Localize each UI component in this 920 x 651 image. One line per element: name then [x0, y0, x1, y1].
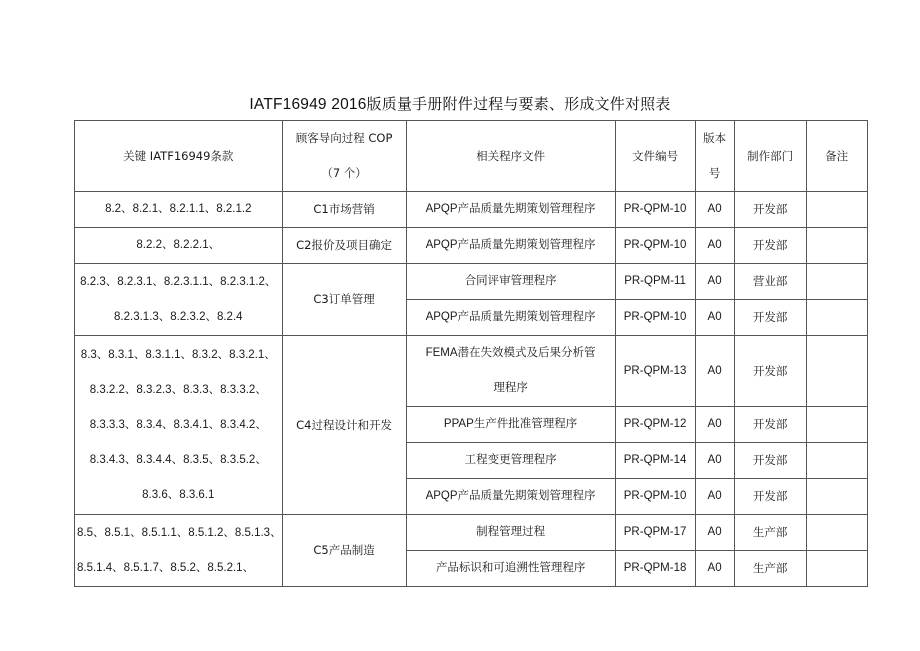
version-cell: A0: [695, 300, 734, 336]
cop-cell: C4过程设计和开发: [282, 336, 406, 515]
doc-no-cell: PR-QPM-17: [615, 515, 695, 551]
table-row: [75, 228, 868, 264]
document-title: [0, 93, 920, 114]
table-row: [75, 192, 868, 228]
header-remark: 备注: [806, 121, 867, 192]
doc-no-cell: PR-QPM-10: [615, 192, 695, 228]
version-cell: A0: [695, 228, 734, 264]
remark-cell: [806, 551, 867, 587]
procedure-cell: 合同评审管理程序: [406, 264, 615, 300]
version-cell: A0: [695, 515, 734, 551]
cop-cell: C3订单管理: [282, 264, 406, 336]
cop-cell: C1市场营销: [282, 192, 406, 228]
remark-cell: [806, 515, 867, 551]
dept-cell: 生产部: [734, 515, 806, 551]
remark-cell: [806, 443, 867, 479]
title-suffix: 版质量手册附件过程与要素、形成文件对照表: [366, 95, 671, 113]
header-row: [75, 121, 868, 192]
header-clause: 关键 IATF16949条款: [75, 121, 283, 192]
clause-cell: 8.3、8.3.1、8.3.1.1、8.3.2、8.3.2.1、 8.3.2.2、8.3.2.3、8.3.3、8.3.3.2、 8.3.3.3、8.3.4、8.3.4.1、8.3.4.2、 8.3.4.3、8.3.4.4、8.3.5、8.3.5.2、 8.3.6、8.3.6.1: [75, 336, 283, 515]
doc-no-cell: PR-QPM-13: [615, 336, 695, 407]
procedure-cell: 制程管理过程: [406, 515, 615, 551]
clause-cell: 8.2、8.2.1、8.2.1.1、8.2.1.2: [75, 192, 283, 228]
table-row: [75, 515, 868, 551]
procedure-cell: APQP产品质量先期策划管理程序: [406, 228, 615, 264]
cop-cell: C5产品制造: [282, 515, 406, 587]
remark-cell: [806, 407, 867, 443]
procedure-cell: PPAP生产件批准管理程序: [406, 407, 615, 443]
clause-cell: 8.5、8.5.1、8.5.1.1、8.5.1.2、8.5.1.3、 8.5.1.4、8.5.1.7、8.5.2、8.5.2.1、: [75, 515, 283, 587]
version-cell: A0: [695, 443, 734, 479]
title-prefix: IATF16949 2016: [249, 96, 367, 113]
version-cell: A0: [695, 264, 734, 300]
doc-no-cell: PR-QPM-14: [615, 443, 695, 479]
dept-cell: 开发部: [734, 336, 806, 407]
dept-cell: 开发部: [734, 192, 806, 228]
table-row: [75, 264, 868, 300]
clause-cell: 8.2.2、8.2.2.1、: [75, 228, 283, 264]
header-dept: 制作部门: [734, 121, 806, 192]
dept-cell: 开发部: [734, 300, 806, 336]
doc-no-cell: PR-QPM-11: [615, 264, 695, 300]
process-element-table: [74, 120, 868, 587]
header-procedure: 相关程序文件: [406, 121, 615, 192]
dept-cell: 开发部: [734, 479, 806, 515]
header-cop: 顾客导向过程 COP （7 个）: [282, 121, 406, 192]
procedure-cell: FEMA潜在失效模式及后果分析管 理程序: [406, 336, 615, 407]
procedure-cell: APQP产品质量先期策划管理程序: [406, 479, 615, 515]
version-cell: A0: [695, 336, 734, 407]
remark-cell: [806, 192, 867, 228]
version-cell: A0: [695, 479, 734, 515]
procedure-cell: APQP产品质量先期策划管理程序: [406, 192, 615, 228]
remark-cell: [806, 228, 867, 264]
remark-cell: [806, 336, 867, 407]
procedure-cell: 产品标识和可追溯性管理程序: [406, 551, 615, 587]
clause-cell: 8.2.3、8.2.3.1、8.2.3.1.1、8.2.3.1.2、 8.2.3.1.3、8.2.3.2、8.2.4: [75, 264, 283, 336]
doc-no-cell: PR-QPM-18: [615, 551, 695, 587]
procedure-cell: 工程变更管理程序: [406, 443, 615, 479]
doc-no-cell: PR-QPM-10: [615, 479, 695, 515]
procedure-cell: APQP产品质量先期策划管理程序: [406, 300, 615, 336]
header-doc-no: 文件编号: [615, 121, 695, 192]
dept-cell: 开发部: [734, 228, 806, 264]
dept-cell: 开发部: [734, 407, 806, 443]
doc-no-cell: PR-QPM-12: [615, 407, 695, 443]
dept-cell: 营业部: [734, 264, 806, 300]
table-row: [75, 336, 868, 407]
header-version: 版本 号: [695, 121, 734, 192]
dept-cell: 生产部: [734, 551, 806, 587]
version-cell: A0: [695, 407, 734, 443]
cop-cell: C2报价及项目确定: [282, 228, 406, 264]
version-cell: A0: [695, 192, 734, 228]
doc-no-cell: PR-QPM-10: [615, 228, 695, 264]
dept-cell: 开发部: [734, 443, 806, 479]
version-cell: A0: [695, 551, 734, 587]
doc-no-cell: PR-QPM-10: [615, 300, 695, 336]
remark-cell: [806, 479, 867, 515]
remark-cell: [806, 300, 867, 336]
remark-cell: [806, 264, 867, 300]
